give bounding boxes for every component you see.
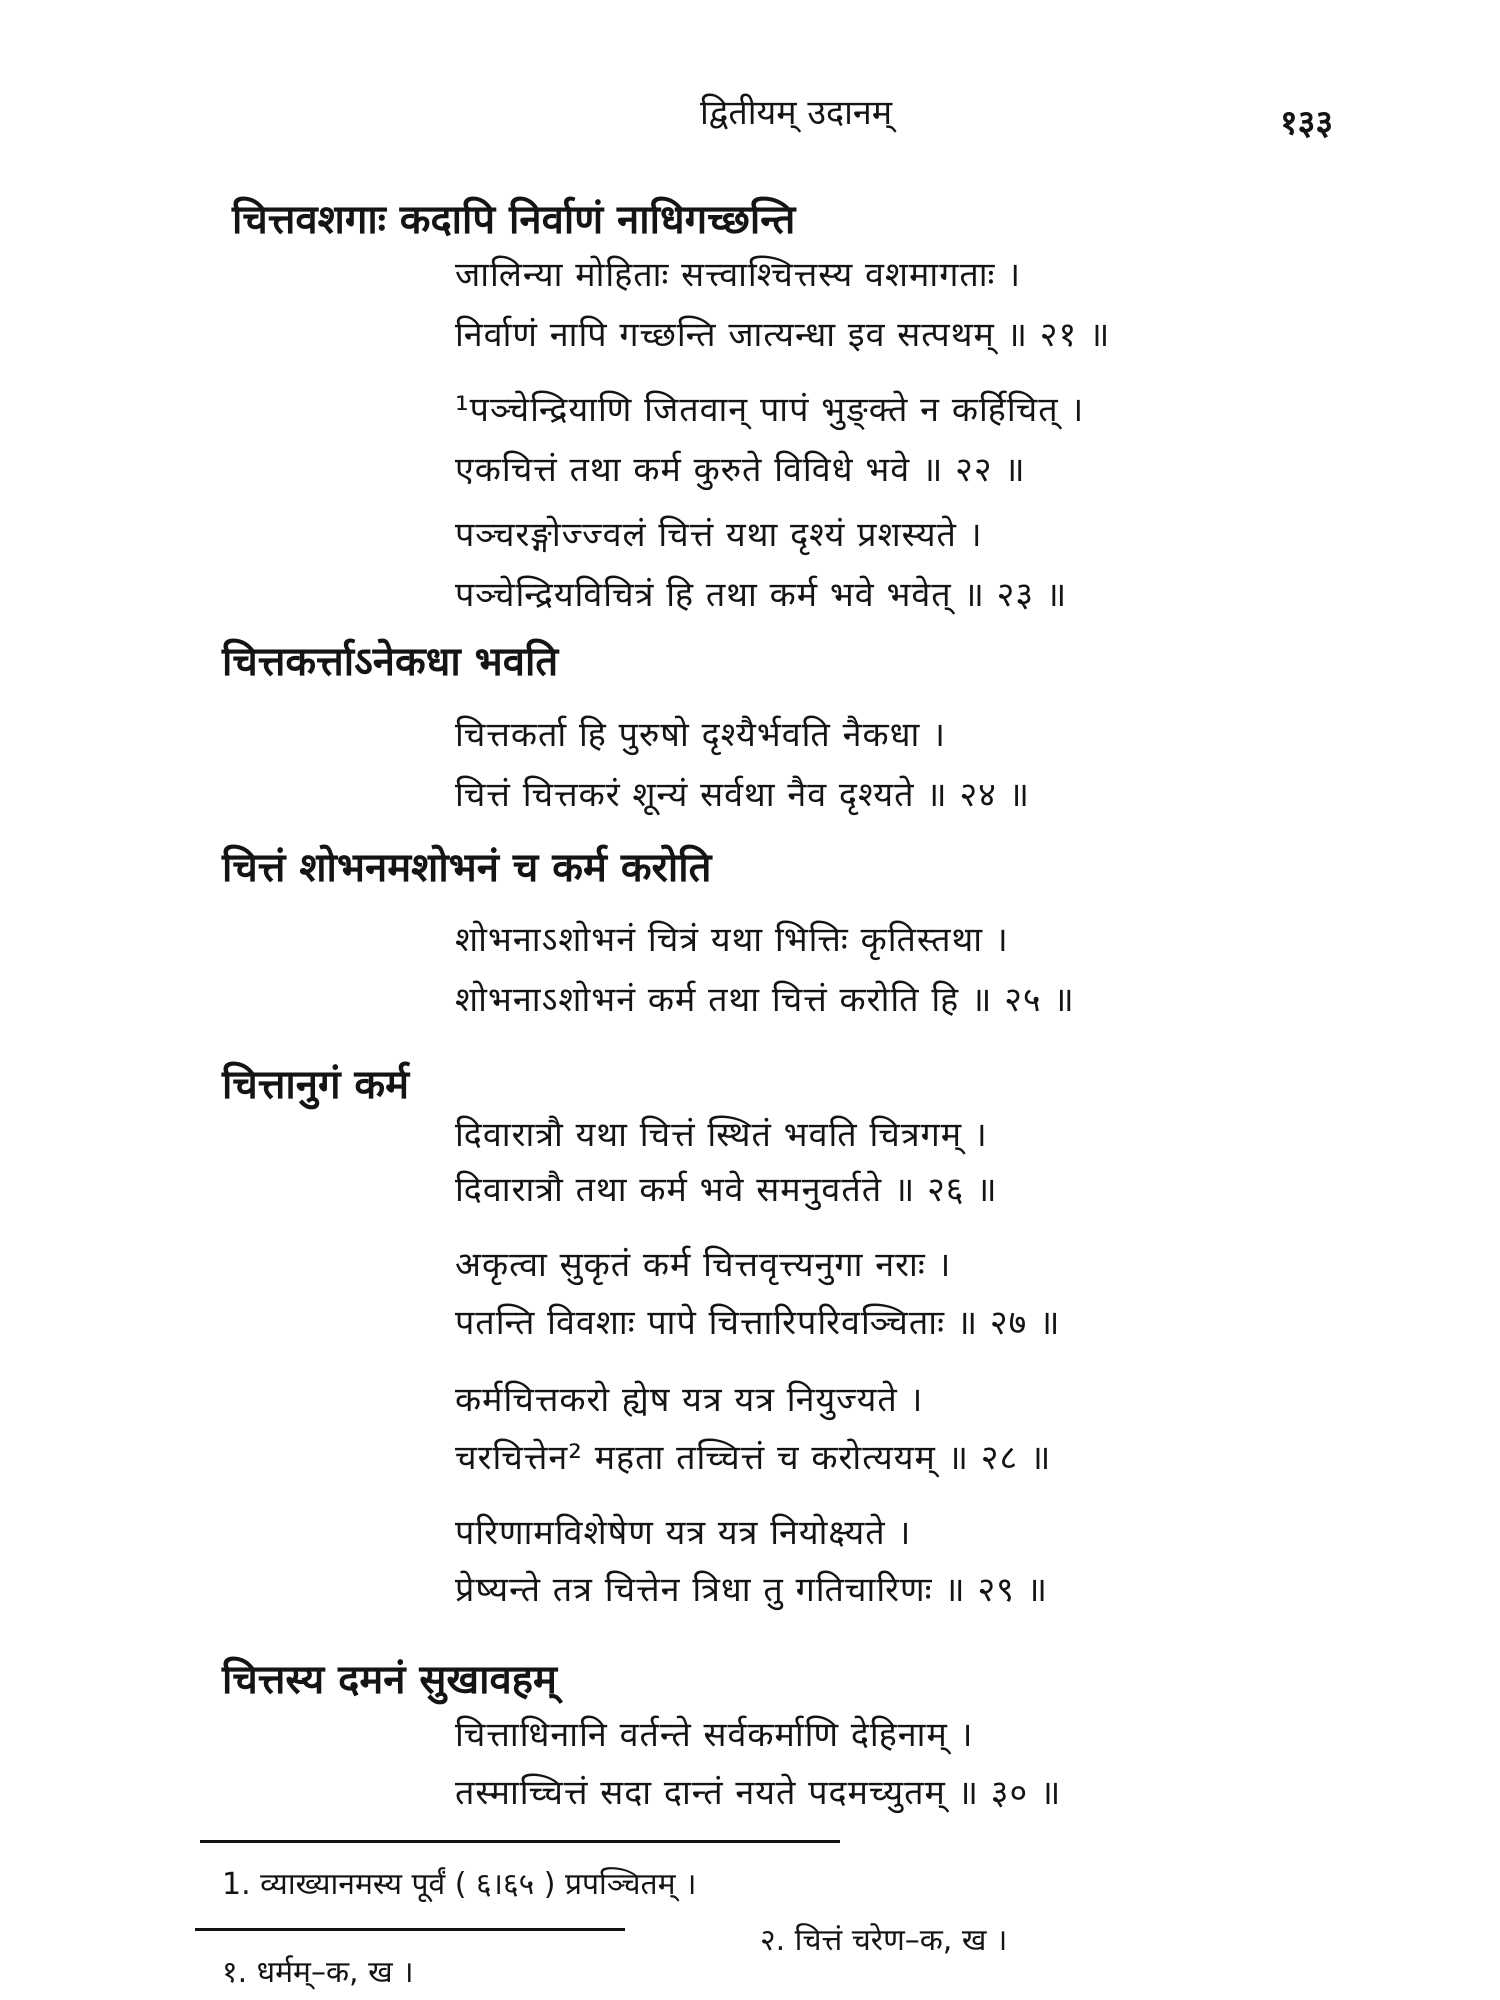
section-heading: चित्तवशगाः कदापि निर्वाणं नाधिगच्छन्ति (232, 197, 796, 243)
section-heading: चित्तस्य दमनं सुखावहम् (222, 1657, 557, 1703)
verse-line: पञ्चेन्द्रियविचित्रं हि तथा कर्म भवे भवेत् ॥ २३ ॥ (455, 575, 1068, 615)
footnote-rule (200, 1840, 840, 1843)
section-heading: चित्तानुगं कर्म (222, 1062, 410, 1108)
verse-line: जालिन्या मोहिताः सत्त्वाश्चित्तस्य वशमागताः । (455, 255, 1022, 295)
verse-line: अकृत्वा सुकृतं कर्म चित्तवृत्त्यनुगा नराः । (455, 1245, 952, 1285)
verse-line: एकचित्तं तथा कर्म कुरुते विविधे भवे ॥ २२ ॥ (455, 450, 1026, 490)
verse-line: पञ्चरङ्गोज्ज्वलं चित्तं यथा दृश्यं प्रशस्यते । (455, 515, 983, 555)
section-heading: चित्तकर्त्ताऽनेकधा भवति (222, 639, 559, 685)
footnote-rule (195, 1928, 625, 1931)
verse-line: दिवारात्रौ यथा चित्तं स्थितं भवति चित्रगम् । (455, 1115, 988, 1155)
footnote-1: १. धर्मम्–क, ख । (222, 1955, 414, 1990)
verse-line: पतन्ति विवशाः पापे चित्तारिपरिवञ्चिताः ॥ २७ ॥ (455, 1303, 1061, 1343)
verse-line: चित्ताधिनानि वर्तन्ते सर्वकर्माणि देहिनाम् । (455, 1715, 974, 1755)
running-head: द्वितीयम् उदानम् (700, 93, 893, 133)
verse-line: चरचित्तेन² महता तच्चित्तं च करोत्ययम् ॥ २८ ॥ (455, 1438, 1052, 1478)
verse-line: ¹पञ्चेन्द्रियाणि जितवान् पापं भुङ्क्ते न कर्हिचित् । (455, 390, 1085, 430)
verse-line: निर्वाणं नापि गच्छन्ति जात्यन्धा इव सत्पथम् ॥ २१ ॥ (455, 315, 1111, 355)
verse-line: चित्तं चित्तकरं शून्यं सर्वथा नैव दृश्यते ॥ २४ ॥ (455, 775, 1031, 815)
verse-line: तस्माच्चित्तं सदा दान्तं नयते पदमच्युतम् ॥ ३० ॥ (455, 1773, 1062, 1813)
footnote-editor: 1. व्याख्यानमस्य पूर्वं ( ६।६५ ) प्रपञ्चितम् । (222, 1867, 697, 1902)
verse-line: शोभनाऽशोभनं चित्रं यथा भित्तिः कृतिस्तथा । (455, 920, 1009, 960)
verse-line: दिवारात्रौ तथा कर्म भवे समनुवर्तते ॥ २६ ॥ (455, 1170, 998, 1210)
verse-line: कर्मचित्तकरो ह्येष यत्र यत्र नियुज्यते । (455, 1380, 924, 1420)
verse-line: परिणामविशेषेण यत्र यत्र नियोक्ष्यते । (455, 1513, 912, 1553)
page-number: १३३ (1280, 103, 1334, 143)
section-heading: चित्तं शोभनमशोभनं च कर्म करोति (222, 845, 712, 891)
verse-line: प्रेष्यन्ते तत्र चित्तेन त्रिधा तु गतिचारिणः ॥ २९ ॥ (455, 1570, 1049, 1610)
verse-line: शोभनाऽशोभनं कर्म तथा चित्तं करोति हि ॥ २५ ॥ (455, 980, 1075, 1020)
footnote-2: २. चित्तं चरेण–क, ख । (760, 1923, 1008, 1958)
verse-line: चित्तकर्ता हि पुरुषो दृश्यैर्भवति नैकधा । (455, 715, 946, 755)
